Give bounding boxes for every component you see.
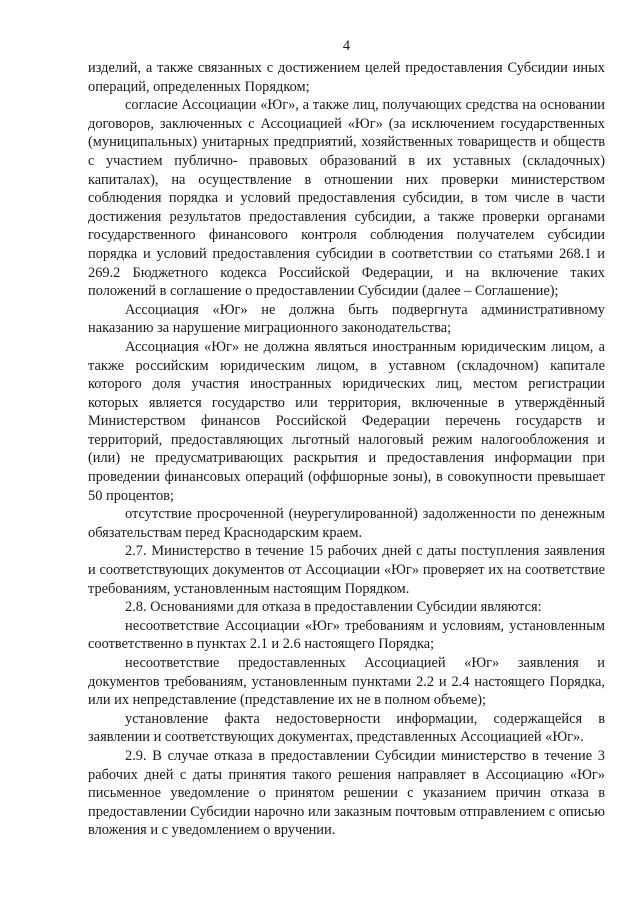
- paragraph: 2.9. В случае отказа в предоставлении Субсидии министерство в течение 3 рабочих дней с даты принятия такого решения направляет в Ассоциацию «Юг» письменное уведомление о принятом решении с указанием причин отказа в предоставлении Субсидии нарочно или заказным почтовым отправлением с описью вложения и с уведомлением о вручении.: [88, 747, 605, 839]
- paragraph: изделий, а также связанных с достижением целей предоставления Субсидии иных операций, определенных Порядком;: [88, 60, 605, 95]
- paragraph: несоответствие предоставленных Ассоциацией «Юг» заявления и документов требованиям, установленным пунктами 2.2 и 2.4 настоящего Порядка, или их непредставление (представление их не в полном объеме);: [88, 655, 605, 709]
- paragraph: Ассоциация «Юг» не должна быть подвергнута административному наказанию за нарушение миграционного законодательства;: [88, 301, 605, 337]
- paragraph: несоответствие Ассоциации «Юг» требованиям и условиям, установленным соответственно в пунктах 2.1 и 2.6 настоящего Порядка;: [88, 617, 605, 653]
- document-body: [88, 59, 605, 840]
- paragraph: отсутствие просроченной (неурегулированной) задолженности по денежным обязательствам перед Краснодарским краем.: [88, 506, 605, 541]
- page-number: 4: [342, 38, 351, 54]
- paragraph: установление факта недостоверности информации, содержащейся в заявлении и соответствующих документах, представленных Ассоциацией «Юг».: [88, 710, 605, 746]
- paragraph: 2.8. Основаниями для отказа в предоставлении Субсидии являются:: [125, 599, 542, 616]
- paragraph: Ассоциация «Юг» не должна являться иностранным юридическим лицом, а также российским юридическим лицом, в уставном (складочном) капитале которого доля участия иностранных юридических лиц, местом регистрации которых является государство или территория, включенные в утверждённый Министерством финансов Российской Федерации перечень государств и территорий, предоставляющих льготный налоговый режим налогообложения и (или) не предусматривающих раскрытия и предоставления информации при проведении финансовых операций (оффшорные зоны), в совокупности превышает 50 процентов;: [88, 338, 605, 504]
- paragraph: согласие Ассоциации «Юг», а также лиц, получающих средства на основании договоров, заключенных с Ассоциацией «Юг» (за исключением государственных (муниципальных) унитарных предприятий, хозяйственных товариществ и обществ с участием публично- правовых образований в их уставных (складочных) капиталах), на осуществление в отношении них проверки министерством соблюдения порядка и условий предоставления субсидии, в том числе в части достижения результатов предоставления субсидии, а также проверки органами государственного финансового контроля соблюдения получателем субсидии порядка и условий предоставления субсидии в соответствии со статьями 268.1 и 269.2 Бюджетного кодекса Российской Федерации, и на включение таких положений в соглашение о предоставлении Субсидии (далее – Соглашение);: [88, 97, 605, 300]
- document-page: [88, 38, 605, 840]
- paragraph: 2.7. Министерство в течение 15 рабочих дней с даты поступления заявления и соответствующих документов от Ассоциации «Юг» проверяет их на соответствие требованиям, установленным настоящим Порядком.: [88, 543, 605, 597]
